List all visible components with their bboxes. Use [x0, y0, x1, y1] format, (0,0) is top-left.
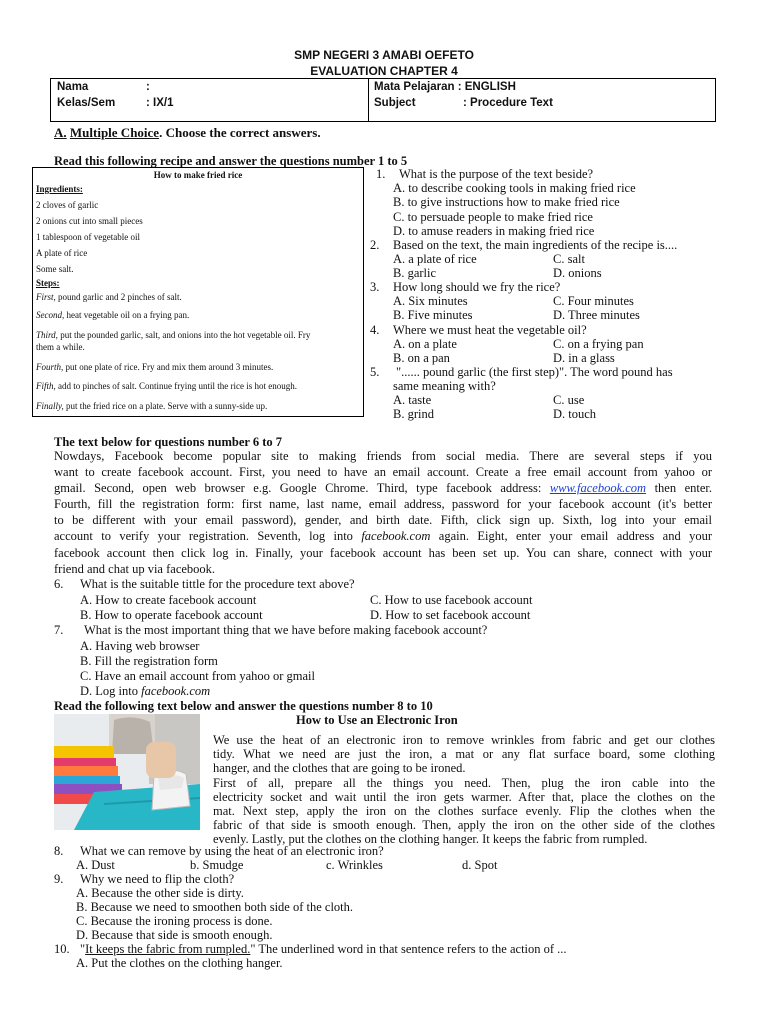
- ingredient-item: 2 cloves of garlic: [36, 200, 99, 210]
- steps-heading: Steps:: [36, 278, 60, 288]
- passage-line: account to verify your registration. Seventh, log into facebook.com again. Eight, enter your email address and your: [54, 529, 712, 544]
- name-label: Nama: [57, 81, 89, 93]
- passage-line: hanger, and the clothes that are going to be ironed.: [213, 761, 466, 776]
- step-item: Third, put the pounded garlic, salt, and onions into the hot vegetable oil. Fry: [36, 330, 311, 340]
- text3-instruction: Read the following text below and answer the questions number 8 to 10: [54, 699, 433, 713]
- passage-line: evenly. Lastly, put the clothes on the clothing hanger. It keeps the fabric from rumpled.: [213, 832, 648, 847]
- step-item: Fourth, put one plate of rice. Fry and mix them around 3 minutes.: [36, 362, 274, 372]
- question-6-text: What is the suitable tittle for the procedure text above?: [80, 577, 355, 591]
- ingredient-item: A plate of rice: [36, 248, 88, 258]
- exam-title: EVALUATION CHAPTER 4: [310, 64, 458, 78]
- recipe-instruction: Read this following recipe and answer the questions number 1 to 5: [54, 154, 408, 168]
- question-3-option: A. Six minutes: [393, 294, 468, 308]
- passage-line: mat. Next step, apply the iron on the clothes surface evenly. Flip the clothes when the: [213, 803, 715, 818]
- question-9-option: A. Because the other side is dirty.: [76, 886, 244, 900]
- question-10-option: A. Put the clothes on the clothing hanger.: [76, 956, 283, 970]
- question-8-text: What we can remove by using the heat of an electronic iron?: [80, 844, 384, 858]
- section-a-letter: A.: [54, 125, 67, 140]
- question-1-option: C. to persuade people to make fried rice: [393, 210, 593, 224]
- question-3-option: B. Five minutes: [393, 308, 473, 322]
- recipe-title: How to make fried rice: [153, 170, 243, 180]
- question-4-option: C. on a frying pan: [553, 337, 644, 351]
- text3-title: How to Use an Electronic Iron: [296, 713, 458, 727]
- step-item: Fifth, add to pinches of salt. Continue frying until the rice is hot enough.: [36, 381, 297, 391]
- question-7-option: B. Fill the registration form: [80, 654, 218, 668]
- passage-line: We use the heat of an electronic iron to remove wrinkles from fabric and get our clothes: [213, 733, 715, 747]
- passage-line: to be different with your email password), gender, and birth date. Fifth, click sign up. Sixth, log into your email: [54, 513, 712, 528]
- question-1-number: 1.: [376, 167, 386, 181]
- question-5-text-cont: same meaning with?: [393, 379, 496, 393]
- question-6-option: B. How to operate facebook account: [80, 608, 263, 622]
- question-1-option: D. to amuse readers in making fried rice: [393, 224, 595, 238]
- question-6-option: A. How to create facebook account: [80, 593, 257, 607]
- subject-id-label: Mata Pelajaran : ENGLISH: [374, 81, 516, 93]
- question-3-number: 3.: [370, 280, 380, 294]
- passage-line: fabric of that side is smooth enough. Then, apply the iron on the other side of the clothes: [213, 818, 715, 833]
- question-9-option: B. Because we need to smoothen both side of the cloth.: [76, 900, 354, 914]
- passage-line: electricity socket and wait until the iron gets warmer. After that, place the clothes on the: [213, 789, 715, 804]
- ingredient-item: Some salt.: [36, 264, 74, 274]
- question-6-number: 6.: [54, 577, 64, 591]
- section-a-heading: [54, 126, 321, 140]
- question-1-text: What is the purpose of the text beside?: [399, 167, 594, 181]
- question-4-option: A. on a plate: [393, 337, 457, 351]
- question-1-option: A. to describe cooking tools in making fried rice: [393, 181, 636, 195]
- question-7-option: D. Log into facebook.com: [80, 684, 211, 698]
- question-9-option: C. Because the ironing process is done.: [76, 914, 273, 928]
- question-5-option: A. taste: [393, 393, 432, 407]
- facebook-passage: [54, 448, 712, 577]
- step-item: Second, heat vegetable oil on a frying pan.: [36, 310, 190, 320]
- class-label: Kelas/Sem: [57, 97, 116, 109]
- passage-line: tidy. What we need are just the iron, a mat or any flat surface board, some clothing: [213, 747, 715, 762]
- name-colon: :: [146, 81, 150, 93]
- ingredients-heading: Ingredients:: [36, 184, 83, 194]
- passage-line: Fourth, fill the registration form: first name, last name, email address, password for your facebook account (it's better: [54, 497, 712, 512]
- passage-line: gmail. Second, open web browser e.g. Google Chrome. Third, type facebook address: www.facebook.com then enter.: [54, 481, 712, 496]
- ingredient-item: 1 tablespoon of vegetable oil: [36, 232, 140, 242]
- passage-line: friend and chat up via facebook.: [54, 561, 216, 576]
- question-4-number: 4.: [370, 323, 380, 337]
- question-7-text: What is the most important thing that we have before making facebook account?: [84, 623, 488, 637]
- question-2-option: D. onions: [553, 266, 602, 280]
- passage-line: facebook account then click log in. Finally, your facebook account has been set up. You can share, connect with your: [54, 545, 712, 560]
- school-name: SMP NEGERI 3 AMABI OEFETO: [294, 48, 474, 62]
- question-4-option: D. in a glass: [553, 351, 615, 365]
- question-5-option: D. touch: [553, 407, 597, 421]
- subject-value: : Procedure Text: [463, 97, 553, 109]
- question-2-text: Based on the text, the main ingredients of the recipe is....: [393, 238, 678, 252]
- subject-label: Subject: [374, 97, 416, 109]
- question-7-option: A. Having web browser: [80, 639, 200, 653]
- ironing-photo-icon: [54, 714, 200, 830]
- question-2-option: B. garlic: [393, 266, 437, 280]
- question-10-number: 10.: [54, 942, 70, 956]
- question-8-option: d. Spot: [462, 858, 498, 872]
- question-7-option: C. Have an email account from yahoo or gmail: [80, 669, 315, 683]
- recipe-box: [32, 167, 364, 417]
- underlined-sentence: It keeps the fabric from rumpled.: [85, 942, 251, 956]
- question-9-number: 9.: [54, 872, 64, 886]
- question-5-number: 5.: [370, 365, 380, 379]
- info-box-divider: [368, 79, 369, 121]
- question-5-option: B. grind: [393, 407, 434, 421]
- question-8-number: 8.: [54, 844, 64, 858]
- question-4-option: B. on a pan: [393, 351, 450, 365]
- question-3-option: C. Four minutes: [553, 294, 634, 308]
- iron-passage: [213, 733, 715, 847]
- question-7-number: 7.: [54, 623, 64, 637]
- question-6-option: D. How to set facebook account: [370, 608, 531, 622]
- question-6-option: C. How to use facebook account: [370, 593, 533, 607]
- question-10-text: "It keeps the fabric from rumpled." The underlined word in that sentence refers to the action of ...: [80, 942, 567, 956]
- facebook-link[interactable]: www.facebook.com: [549, 481, 647, 496]
- passage-line: Nowdays, Facebook become popular site to making friends from social media. There are several steps if you: [54, 449, 712, 463]
- step-item: Finally, put the fried rice on a plate. Serve with a sunny-side up.: [36, 401, 268, 411]
- question-2-number: 2.: [370, 238, 380, 252]
- passage-line: First of all, prepare all the things you need. Then, plug the iron cable into the: [213, 775, 715, 790]
- question-9-text: Why we need to flip the cloth?: [80, 872, 235, 886]
- question-8-option: c. Wrinkles: [326, 858, 383, 872]
- question-3-option: D. Three minutes: [553, 308, 640, 322]
- student-info-box: [50, 78, 716, 122]
- question-2-option: C. salt: [553, 252, 585, 266]
- step-item: them a while.: [36, 342, 85, 352]
- section-a-title: Multiple Choice: [69, 125, 160, 140]
- passage-line: want to create facebook account. First, you need to have an email account. Create a free email account from yahoo or: [54, 465, 712, 480]
- question-4-text: Where we must heat the vegetable oil?: [393, 323, 587, 337]
- section-a-instruction: . Choose the correct answers.: [159, 125, 321, 140]
- text2-instruction: The text below for questions number 6 to 7: [54, 435, 283, 449]
- step-item: First, pound garlic and 2 pinches of salt.: [36, 292, 182, 302]
- class-value: : IX/1: [146, 97, 174, 109]
- question-1-option: B. to give instructions how to make fried rice: [393, 195, 620, 209]
- question-5-text: "...... pound garlic (the first step)". The word pound has: [396, 365, 673, 379]
- question-8-option: b. Smudge: [190, 858, 244, 872]
- question-2-option: A. a plate of rice: [393, 252, 477, 266]
- question-8-option: A. Dust: [76, 858, 115, 872]
- question-5-option: C. use: [553, 393, 585, 407]
- ingredient-item: 2 onions cut into small pieces: [36, 216, 143, 226]
- question-3-text: How long should we fry the rice?: [393, 280, 561, 294]
- question-9-option: D. Because that side is smooth enough.: [76, 928, 273, 942]
- ironing-photo: [54, 714, 200, 830]
